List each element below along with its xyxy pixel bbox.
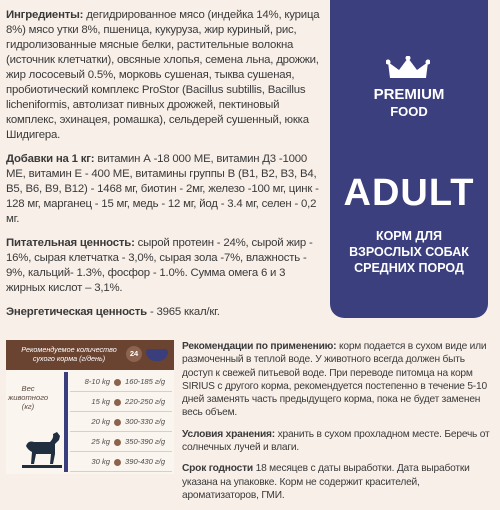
row-grams: 160-185 г/g [125, 377, 166, 386]
dog-icon [22, 428, 62, 468]
shelf-life-text: 18 месяцев с даты выработки. Дата выработки указана на упаковке. Корм не содержит красителей, ароматизаторов, ГМИ. [182, 463, 470, 501]
row-grams: 350-390 г/g [125, 437, 166, 446]
feeding-table-title: Рекомендуемое количество сухого корма (г/день) [21, 345, 117, 363]
hours-badge: 24 [126, 346, 142, 362]
crown-icon [386, 56, 430, 82]
ingredients-column [6, 8, 324, 329]
bowl-icon [146, 349, 168, 361]
energy-label: Энергетическая ценность [6, 306, 147, 318]
feeding-row [70, 434, 172, 452]
product-description [330, 228, 488, 276]
additives-text: витамин А -18 000 МЕ, витамин Д3 -1000 МЕ, витамин Е - 400 МЕ, витамины группы В (В1, В2, В3, В4, В5, В6, В9, В12) - 1468 мг, биотин - 2мг, железо -100 мг, цинк - 128 мг, марганец - 15 мг, медь - 12 мг, йод - 3.4 мг, селен - 0,2 мг. [6, 153, 319, 225]
row-weight: 15 kg [91, 397, 110, 406]
row-grams: 390-430 г/g [125, 457, 166, 466]
recommendations-paragraph [182, 340, 494, 420]
shelf-life-label: Срок годности [182, 463, 253, 475]
energy-text: - 3965 ккал/кг. [149, 306, 220, 318]
premium-label: PREMIUM [373, 86, 445, 103]
feeding-row [70, 414, 172, 432]
additives-paragraph [6, 152, 324, 227]
brand-ribbon [330, 0, 488, 318]
description-line-3: СРЕДНИХ ПОРОД [354, 261, 464, 275]
row-grams: 300-330 г/g [125, 417, 166, 426]
food-label: FOOD [390, 104, 428, 119]
row-weight: 25 kg [91, 437, 110, 446]
feeding-row [70, 394, 172, 412]
row-dot [114, 459, 121, 466]
weight-axis-label: Вес животного (кг) [8, 384, 49, 411]
nutrition-label: Питательная ценность: [6, 237, 135, 249]
description-line-1: КОРМ ДЛЯ [375, 229, 443, 243]
shelf-life-paragraph [182, 462, 494, 502]
description-line-2: ВЗРОСЛЫХ СОБАК [349, 245, 469, 259]
additives-label: Добавки на 1 кг: [6, 153, 95, 165]
feeding-row [70, 374, 172, 392]
storage-paragraph [182, 428, 494, 455]
energy-paragraph [6, 305, 324, 320]
storage-label: Условия хранения: [182, 428, 275, 440]
composition-text: дегидрированное мясо (индейка 14%, курица 8%) мясо утки 8%, пшеница, кукуруза, жир куриный, рис, гидролизованные мясные белки, растительные волокна (источник клетчатки), овсяные хлопья, семена льна, дрожжи, жир лососевый 0.5%, морковь сушеная, тыква сушеная, пробиотический комплекс ProStor (Bacillus subtillis, Bacillus licheniformis, автолизат пивных дрожжей, пектиновый комплекс, эхинацея, ромашка), сельдерей сушенный, юкка Шидигера. [6, 9, 320, 141]
row-dot [114, 379, 121, 386]
row-weight: 20 kg [91, 417, 110, 426]
row-weight: 30 kg [91, 457, 110, 466]
row-dot [114, 399, 121, 406]
row-grams: 220-250 г/g [125, 397, 166, 406]
row-weight: 8-10 kg [84, 377, 110, 386]
usage-column [182, 340, 494, 510]
feeding-table [6, 340, 174, 474]
nutrition-text: сырой протеин - 24%, сырой жир - 16%, сырая клетчатка - 3,0%, сырая зола -7%, влажность - 9%, кальций- 1.3%, фосфор - 1.0%. Сумма омега 6 и 3 жирных кислот – 3,1%. [6, 237, 313, 294]
storage-text: хранить в сухом прохладном месте. Беречь от солнечных лучей и влаги. [182, 428, 490, 454]
feeding-row [70, 454, 172, 472]
feeding-table-header [6, 340, 174, 370]
composition-paragraph [6, 8, 324, 143]
row-dot [114, 419, 121, 426]
adult-label: ADULT [343, 172, 475, 214]
recommendations-label: Рекомендации по применению: [182, 341, 337, 352]
row-dot [114, 439, 121, 446]
nutrition-paragraph [6, 236, 324, 296]
recommendations-text: корм подается в сухом виде или размоченный в теплой воде. У животного всегда должен быть доступ к свежей питьевой воде. При переводе питомца на корм SIRIUS с другого корма, рекомендуется постепенно в течение 5-10 дней заменять часть предыдущего корма, пока не будет заменен весь объем. [182, 341, 487, 419]
weight-scale-bar [64, 372, 68, 472]
composition-label: Ингредиенты: [6, 9, 84, 21]
